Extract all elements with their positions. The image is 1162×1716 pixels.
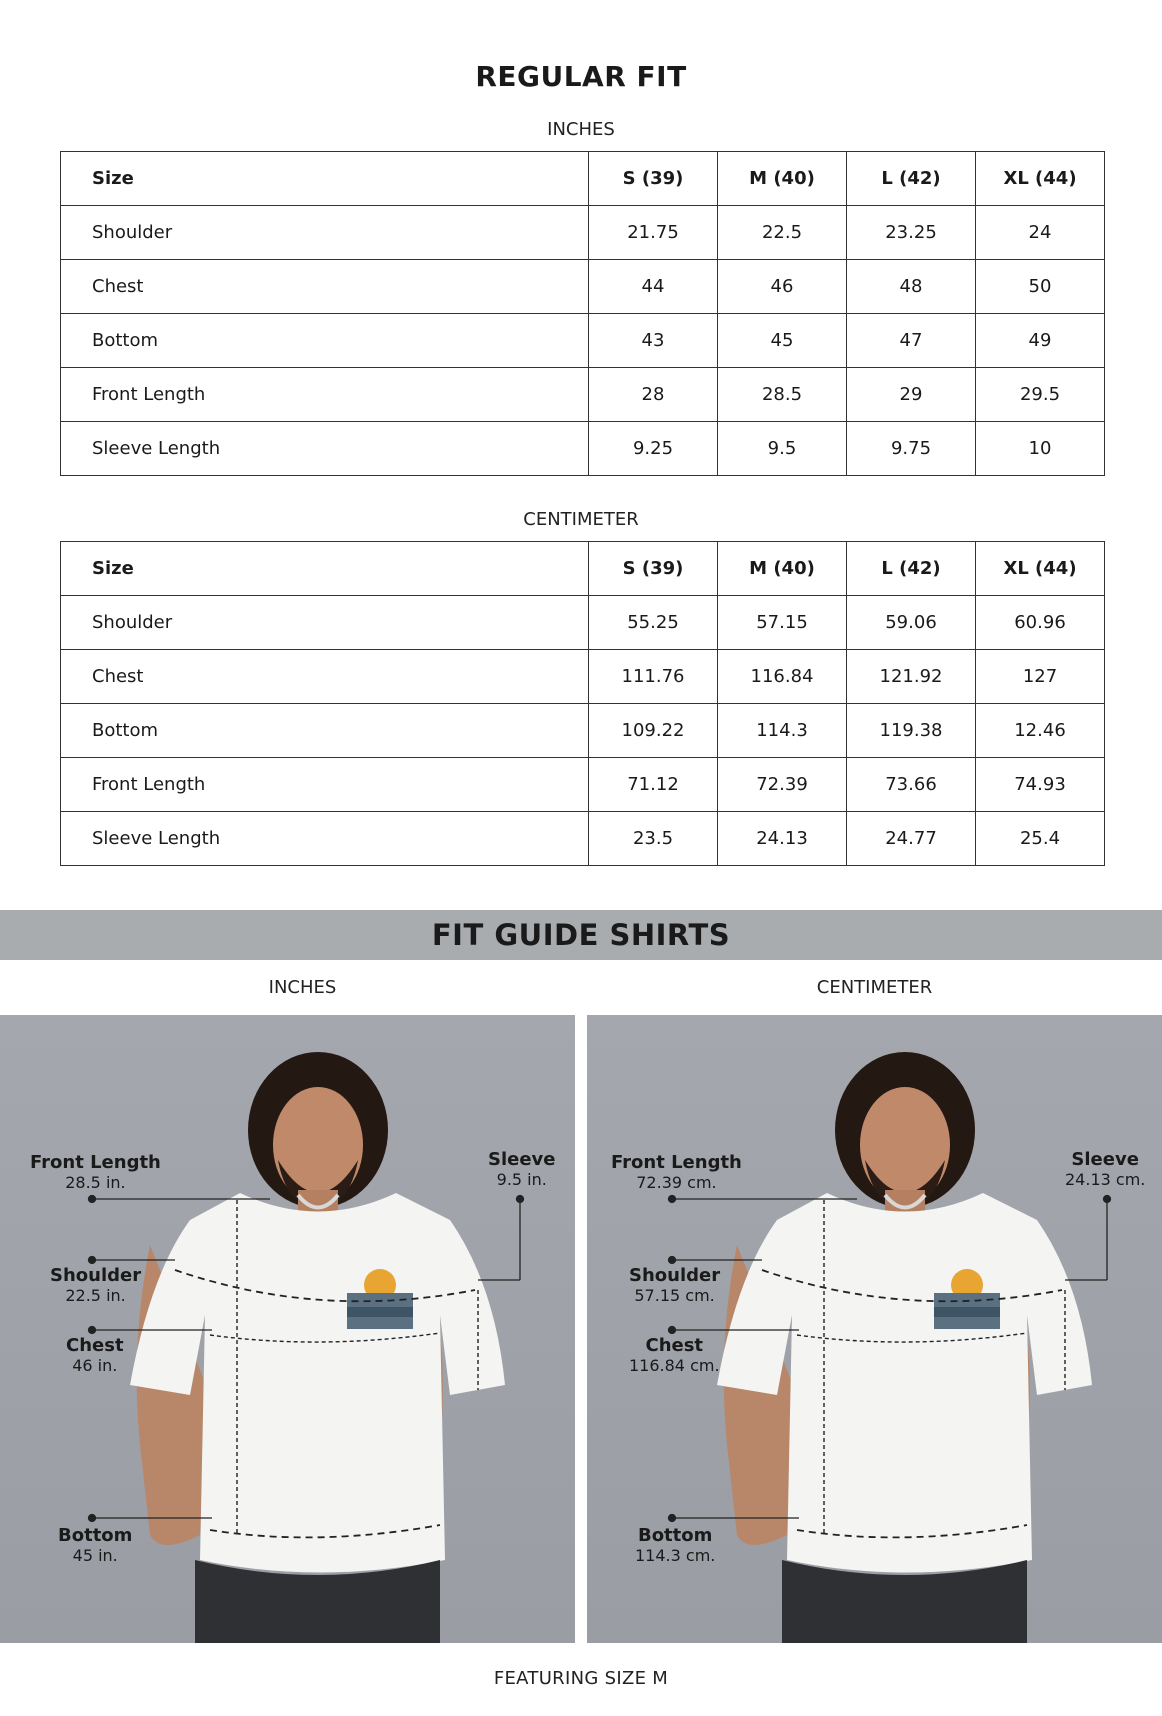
header-cell: L (42) (847, 152, 976, 206)
table-cell: 29.5 (976, 368, 1105, 422)
table-cell: 28.5 (718, 368, 847, 422)
header-cell: XL (44) (976, 152, 1105, 206)
table-cell: 71.12 (589, 758, 718, 812)
table-cell: 25.4 (976, 812, 1105, 866)
header-cell: M (40) (718, 152, 847, 206)
table-cell: 12.46 (976, 704, 1105, 758)
centimeter-table-caption: CENTIMETER (523, 509, 639, 530)
measure-name: Sleeve (1071, 1149, 1139, 1170)
measure-value: 57.15 cm. (634, 1286, 715, 1305)
measure-name: Shoulder (629, 1265, 721, 1286)
bottom-label (635, 1525, 715, 1565)
table-cell: 73.66 (847, 758, 976, 812)
table-cell: 24.77 (847, 812, 976, 866)
front-length-label (611, 1152, 742, 1192)
guide-photo-centimeter (587, 1015, 1162, 1643)
table-cell: 9.5 (718, 422, 847, 476)
table-cell: 74.93 (976, 758, 1105, 812)
page-title: REGULAR FIT (475, 60, 687, 93)
row-label: Sleeve Length (61, 812, 589, 866)
table-cell: 9.75 (847, 422, 976, 476)
featuring-size-note: FEATURING SIZE M (493, 1668, 669, 1689)
table-cell: 46 (718, 260, 847, 314)
centimeter-size-table (60, 541, 1105, 866)
table-cell: 29 (847, 368, 976, 422)
table-cell: 23.5 (589, 812, 718, 866)
measure-value: 45 in. (72, 1546, 118, 1565)
front-length-label (30, 1152, 161, 1192)
table-cell: 60.96 (976, 596, 1105, 650)
table-row (61, 368, 1105, 422)
header-cell: S (39) (589, 152, 718, 206)
measure-value: 22.5 in. (65, 1286, 126, 1305)
table-cell: 45 (718, 314, 847, 368)
table-header-row (61, 152, 1105, 206)
table-cell: 24.13 (718, 812, 847, 866)
table-row (61, 206, 1105, 260)
inches-table-caption: INCHES (547, 119, 615, 140)
table-cell: 21.75 (589, 206, 718, 260)
measure-name: Chest (645, 1335, 704, 1356)
row-label: Bottom (61, 704, 589, 758)
row-label: Chest (61, 650, 589, 704)
table-cell: 121.92 (847, 650, 976, 704)
measure-name: Front Length (611, 1152, 742, 1173)
sleeve-label (1065, 1149, 1145, 1189)
table-cell: 48 (847, 260, 976, 314)
table-cell: 119.38 (847, 704, 976, 758)
bottom-label (58, 1525, 132, 1565)
measure-value: 28.5 in. (65, 1173, 126, 1192)
table-row (61, 422, 1105, 476)
measure-value: 9.5 in. (496, 1170, 547, 1189)
guide-photo-inches (0, 1015, 575, 1643)
table-cell: 111.76 (589, 650, 718, 704)
row-label: Front Length (61, 368, 589, 422)
table-cell: 22.5 (718, 206, 847, 260)
table-cell: 23.25 (847, 206, 976, 260)
table-cell: 47 (847, 314, 976, 368)
table-cell: 72.39 (718, 758, 847, 812)
row-label: Front Length (61, 758, 589, 812)
inches-size-table (60, 151, 1105, 476)
header-cell: S (39) (589, 542, 718, 596)
guide-centimeter-caption: CENTIMETER (816, 977, 933, 998)
table-row (61, 260, 1105, 314)
table-cell: 59.06 (847, 596, 976, 650)
table-cell: 24 (976, 206, 1105, 260)
table-cell: 28 (589, 368, 718, 422)
measure-name: Shoulder (50, 1265, 142, 1286)
table-header-row (61, 542, 1105, 596)
table-cell: 44 (589, 260, 718, 314)
table-row (61, 812, 1105, 866)
row-label: Shoulder (61, 596, 589, 650)
row-label: Shoulder (61, 206, 589, 260)
table-row (61, 650, 1105, 704)
table-cell: 50 (976, 260, 1105, 314)
header-cell: Size (61, 152, 589, 206)
table-cell: 127 (976, 650, 1105, 704)
row-label: Sleeve Length (61, 422, 589, 476)
table-cell: 114.3 (718, 704, 847, 758)
table-cell: 109.22 (589, 704, 718, 758)
header-cell: M (40) (718, 542, 847, 596)
table-row (61, 758, 1105, 812)
table-row (61, 704, 1105, 758)
chest-label (629, 1335, 720, 1375)
table-cell: 43 (589, 314, 718, 368)
guide-inches-caption: INCHES (268, 977, 337, 998)
header-cell: XL (44) (976, 542, 1105, 596)
table-cell: 10 (976, 422, 1105, 476)
fit-guide-banner (0, 910, 1162, 960)
measure-value: 46 in. (72, 1356, 118, 1375)
table-cell: 116.84 (718, 650, 847, 704)
measure-value: 24.13 cm. (1065, 1170, 1146, 1189)
measure-value: 72.39 cm. (636, 1173, 717, 1192)
chest-label (66, 1335, 124, 1375)
measure-name: Bottom (637, 1525, 713, 1546)
measure-name: Sleeve (488, 1149, 556, 1170)
shoulder-label (629, 1265, 720, 1305)
header-cell: L (42) (847, 542, 976, 596)
table-cell: 57.15 (718, 596, 847, 650)
table-cell: 49 (976, 314, 1105, 368)
fit-guide-title: FIT GUIDE SHIRTS (431, 918, 731, 952)
table-row (61, 596, 1105, 650)
table-cell: 55.25 (589, 596, 718, 650)
measure-name: Bottom (58, 1525, 133, 1546)
row-label: Bottom (61, 314, 589, 368)
measure-value: 114.3 cm. (635, 1546, 716, 1565)
header-cell: Size (61, 542, 589, 596)
row-label: Chest (61, 260, 589, 314)
table-row (61, 314, 1105, 368)
sleeve-label (488, 1149, 556, 1189)
measure-name: Chest (66, 1335, 124, 1356)
measure-value: 116.84 cm. (629, 1356, 720, 1375)
table-cell: 9.25 (589, 422, 718, 476)
measure-name: Front Length (30, 1152, 161, 1173)
shoulder-label (50, 1265, 141, 1305)
